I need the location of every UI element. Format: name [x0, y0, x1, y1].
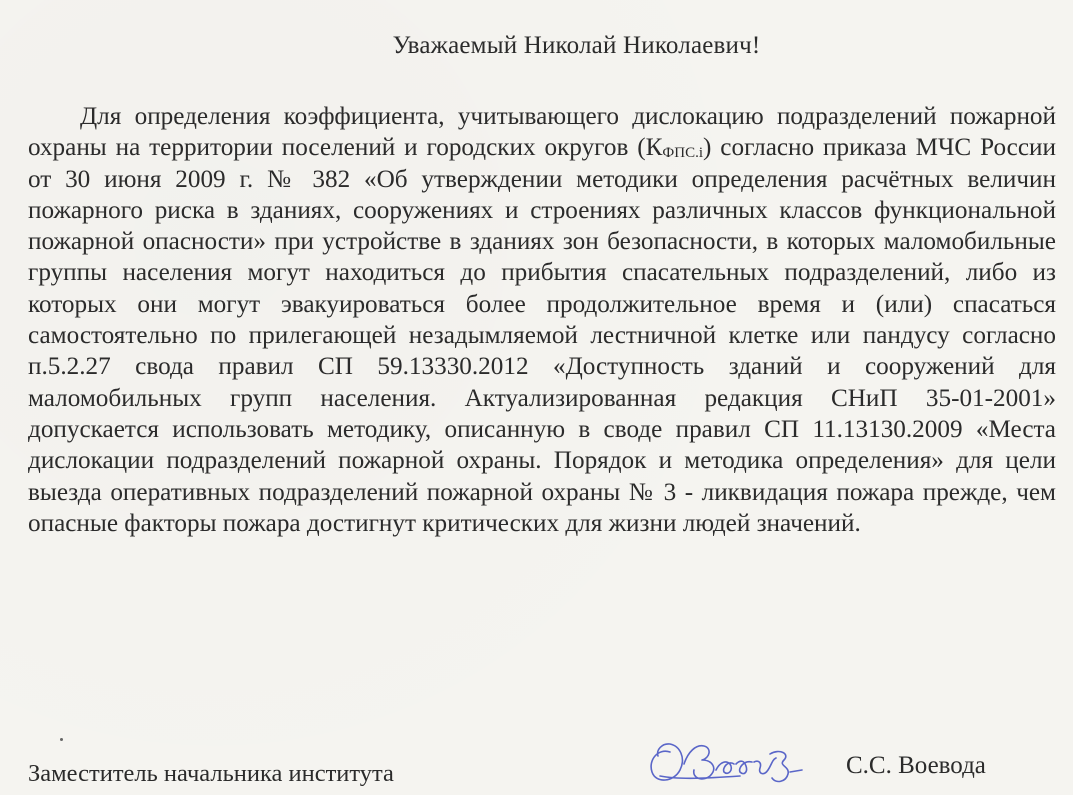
body-text-part-2: ) согласно приказа МЧС России от 30 июня 2009 г. № 382 «Об утверждении методики определения расчётных величин пожарного риска в зданиях, сооружениях и строениях различных классов функциональной пожарной опасности» при устройстве в зданиях зон безопасности, в которых маломобильные группы населения могут находиться до прибытия спасательных подразделений, либо из которых они могут эвакуироваться более продолжительное время и (или) спасаться самостоятельно по прилегающей незадымляемой лестничной клетке или пандусу согласно п.5.2.27 свода правил СП 59.13330.2012 «Доступность зданий и сооружений для маломобильных групп населения. Актуализированная редакция СНиП 35-01-2001» допускается использовать методику, описанную в своде правил СП 11.13130.2009 «Места дислокации подразделений пожарной охраны. Порядок и методика определения» для цели выезда оперативных подразделений пожарной охраны № 3 - ликвидация пожара прежде, чем опасные факторы пожара достигнут критических для жизни людей значений.	[28, 134, 1056, 537]
coefficient-subscript: ФПС.i	[662, 145, 704, 162]
signatory-name: С.С. Воевода	[846, 752, 986, 779]
body-text-part-1: Для определения коэффициента, учитывающего дислокацию подразделений пожарной охраны на территории поселений и городских округов (К	[28, 103, 1056, 162]
signatory-position: Заместитель начальника института	[28, 760, 394, 787]
signature-block	[0, 730, 1073, 795]
handwritten-signature	[640, 730, 840, 792]
letter-body	[28, 101, 1056, 539]
salutation: Уважаемый Николай Николаевич!	[392, 32, 761, 59]
